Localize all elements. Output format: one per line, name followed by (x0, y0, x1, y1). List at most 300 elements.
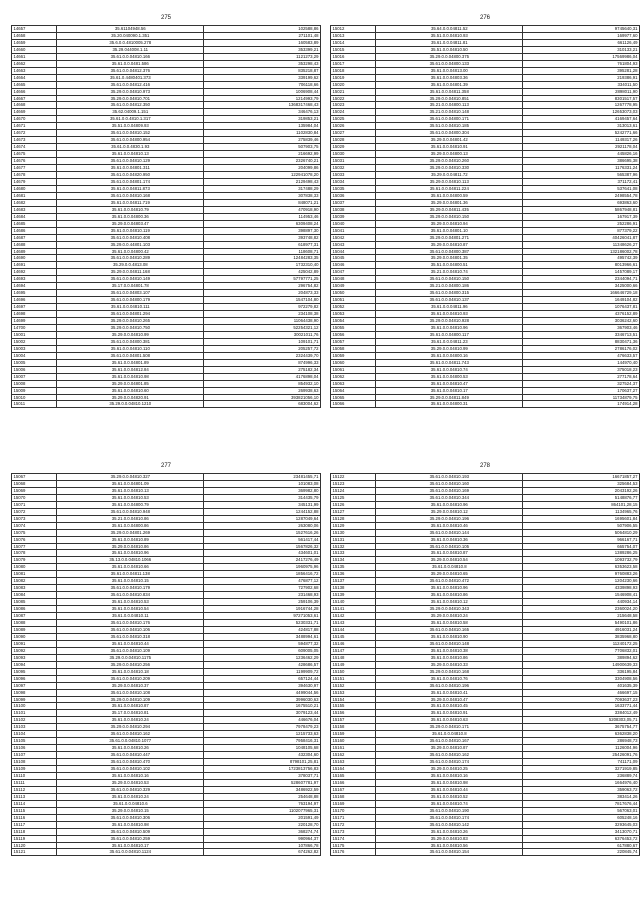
table-row (331, 192, 640, 199)
amount: 1368317468,43 (204, 102, 321, 109)
record-id: 15021 (331, 88, 376, 95)
record-id: 15072 (12, 508, 57, 515)
amount: 325684,53 (523, 480, 640, 487)
account-code: 35.61.0.0.04810.209 (57, 675, 204, 682)
record-id: 15140 (331, 599, 376, 606)
amount: 317488,29 (204, 185, 321, 192)
record-id: 15174 (331, 835, 376, 842)
amount: 205257,72 (204, 345, 321, 352)
table-row (12, 772, 321, 779)
record-id: 14682 (12, 199, 57, 206)
amount: 11064438,90 (204, 318, 321, 325)
table-row (12, 67, 321, 74)
amount: 657124,44 (204, 675, 321, 682)
record-id: 15091 (12, 640, 57, 647)
table-row (331, 178, 640, 185)
amount: 537641,08 (523, 185, 640, 192)
table-row (12, 842, 321, 849)
amount: 346476,13 (204, 109, 321, 116)
table-row (12, 130, 321, 137)
amount: 9745640,31 (523, 26, 640, 33)
account-code: 35.61.0.0.04810.74 (376, 800, 523, 807)
amount: 369982,80 (204, 487, 321, 494)
amount: 424817,88 (204, 626, 321, 633)
account-code: 35.61.0.4480401.373 (57, 74, 204, 81)
account-code: 35.61.0.0.04800.79 (57, 501, 204, 508)
table-row (12, 178, 321, 185)
account-code: 35.61.0.0.04810.96 (376, 501, 523, 508)
record-id: 15007 (12, 373, 57, 380)
amount: 11348626,27 (523, 241, 640, 248)
table-row (12, 227, 321, 234)
account-code: 35.61.0.0.04812.84 (57, 366, 204, 373)
table-row (331, 474, 640, 481)
account-code: 35.61.0.0.04810.119 (57, 227, 204, 234)
amount: 617880,67 (523, 842, 640, 849)
account-code: 35.61.0.0.04810.87 (57, 703, 204, 710)
amount: 476633,57 (523, 352, 640, 359)
account-code: 35.29.0.0.04801.271 (376, 234, 523, 241)
amount: 2324439,70 (204, 352, 321, 359)
record-id: 15102 (12, 717, 57, 724)
account-code: 35.61.0.0.04810.90 (376, 633, 523, 640)
record-id: 14692 (12, 269, 57, 276)
amount: 263080,06 (204, 522, 321, 529)
amount: 166646729,18 (523, 290, 640, 297)
record-id: 14681 (12, 192, 57, 199)
account-code: 35.61.0.0.04801.174 (57, 178, 204, 185)
record-id: 15067 (12, 474, 57, 481)
record-id: 15070 (12, 494, 57, 501)
account-code: 35.61.0.0.04800.954 (57, 137, 204, 144)
record-id: 15096 (12, 675, 57, 682)
account-code: 35.61.0.0.04810.17 (376, 387, 523, 394)
table-row (12, 26, 321, 33)
account-code: 35.61.0.0.04810.168 (57, 192, 204, 199)
amount: 966167,71 (523, 536, 640, 543)
table-row (331, 689, 640, 696)
table-row (331, 345, 640, 352)
amount: 507903,75 (204, 144, 321, 151)
table-row (331, 529, 640, 536)
account-code: 35.61.0.0.04810.408 (57, 234, 204, 241)
record-id: 15103 (12, 724, 57, 731)
record-id: 14683 (12, 206, 57, 213)
amount: 507906,55 (523, 522, 640, 529)
table-row (12, 262, 321, 269)
records-table (330, 473, 640, 856)
table-row (12, 345, 321, 352)
table-row (331, 508, 640, 515)
record-id: 15152 (331, 682, 376, 689)
record-id: 15139 (331, 592, 376, 599)
account-code: 35.61.0.0.04810.44 (57, 640, 204, 647)
table-row (12, 81, 321, 88)
account-code: 35.29.0.0.04820.91 (57, 394, 204, 401)
table-row (12, 793, 321, 800)
record-id: 15080 (12, 564, 57, 571)
record-id: 15151 (331, 675, 376, 682)
amount: 1204230,66 (523, 578, 640, 585)
record-id: 15036 (331, 192, 376, 199)
amount: 367903,46 (523, 324, 640, 331)
record-id: 15020 (331, 81, 376, 88)
table-row (12, 779, 321, 786)
table-row (331, 738, 640, 745)
record-id: 15009 (12, 387, 57, 394)
record-id: 15173 (331, 828, 376, 835)
record-id: 15030 (331, 151, 376, 158)
amount: 2417276,49 (204, 557, 321, 564)
amount: 665754,07 (523, 543, 640, 550)
account-code: 35.61.0.0.04810.162 (57, 731, 204, 738)
account-code: 35.61.0.0.04800.133 (376, 60, 523, 67)
amount: 763194,97 (204, 800, 321, 807)
account-code: 35.29.0.0.04810.330 (376, 165, 523, 172)
account-code: 35.51.0.0.04809.93 (57, 123, 204, 130)
account-code: 35.61.0.0.04810.193 (376, 474, 523, 481)
amount: 594877,32 (204, 640, 321, 647)
account-code: 35.29.0.0.04810.24 (376, 613, 523, 620)
table-row (331, 786, 640, 793)
account-code: 35.61.0.0.04800.304 (376, 130, 523, 137)
amount: 693863,60 (523, 199, 640, 206)
amount: 1567826,32 (204, 543, 321, 550)
table-row (12, 373, 321, 380)
table-row (331, 262, 640, 269)
account-code: 35.29.0.0.04810.260 (376, 158, 523, 165)
amount: 368274,74 (204, 828, 321, 835)
record-id: 15150 (331, 668, 376, 675)
record-id: 15097 (12, 682, 57, 689)
record-id: 15033 (331, 172, 376, 179)
amount: 334011,50 (523, 81, 640, 88)
amount: 286948,73 (523, 738, 640, 745)
record-id: 15078 (12, 550, 57, 557)
account-code: 35.61.0.0.04810.74 (376, 366, 523, 373)
record-id: 15008 (12, 380, 57, 387)
account-code: 35.61.0.0.04800.31 (376, 401, 523, 408)
record-id: 15086 (12, 606, 57, 613)
amount: 383414,26 (523, 793, 640, 800)
table-row (12, 752, 321, 759)
table-row (12, 759, 321, 766)
amount: 259106,39 (204, 599, 321, 606)
account-code: 35.61.0.0.04810.98 (376, 779, 523, 786)
account-code: 35.61.0.0.04811.224 (376, 185, 523, 192)
table-row (12, 494, 321, 501)
table-row (331, 241, 640, 248)
table-row (331, 717, 640, 724)
record-id: 15016 (331, 53, 376, 60)
amount: 231468,93 (204, 592, 321, 599)
table-row (12, 53, 321, 60)
account-code: 35.61.0.0.04810.24 (57, 793, 204, 800)
record-id: 15100 (12, 703, 57, 710)
account-code: 35.29.0.0.44801.103 (57, 241, 204, 248)
record-id: 15133 (331, 550, 376, 557)
account-code: 35.17.0.0.04801.78 (57, 283, 204, 290)
account-code: 35.29.0.0.04801.42 (376, 137, 523, 144)
amount: 4499044,56 (204, 689, 321, 696)
amount: 3488994,61 (204, 633, 321, 640)
record-id: 14658 (12, 32, 57, 39)
account-code: 35.61.0.0.04810.18 (57, 668, 204, 675)
record-id: 15089 (12, 626, 57, 633)
account-code: 35.64.0.0.04811.52 (376, 26, 523, 33)
record-id: 15094 (12, 661, 57, 668)
table-row (331, 675, 640, 682)
amount: 7978479,23 (204, 724, 321, 731)
account-code: 35.61.0.0.0481.586 (57, 60, 204, 67)
table-row (331, 550, 640, 557)
record-id: 15108 (12, 759, 57, 766)
record-id: 15042 (331, 234, 376, 241)
record-id: 15063 (331, 380, 376, 387)
account-code: 35.61.0.0.04800.179 (57, 297, 204, 304)
account-code: 35.61.0.0.04800.117 (376, 331, 523, 338)
amount: 528607781,97 (204, 779, 321, 786)
account-code: 35.61.0.0.04810.87 (376, 550, 523, 557)
account-code: 35.61.0.0.04803.36 (376, 74, 523, 81)
table-row (12, 276, 321, 283)
table-row (331, 158, 640, 165)
record-id: 15061 (331, 366, 376, 373)
table-row (12, 571, 321, 578)
record-id: 15001 (12, 331, 57, 338)
account-code: 35.29.0.0.04810.94 (376, 220, 523, 227)
record-id: 14662 (12, 60, 57, 67)
account-code: 35.61.0.0.04812.376 (57, 67, 204, 74)
amount: 5208303,05,71 (523, 717, 640, 724)
table-row (331, 487, 640, 494)
table-row (331, 144, 640, 151)
amount: 336195,84 (523, 668, 640, 675)
account-code: 35.61.0.0.04801.294 (57, 311, 204, 318)
amount: 1215733,63 (204, 731, 321, 738)
record-id: 14679 (12, 178, 57, 185)
amount: 386695,38 (523, 158, 640, 165)
records-table (11, 473, 321, 856)
account-code: 35.61.0.0.04810.108 (57, 689, 204, 696)
amount: 470918,90 (204, 206, 321, 213)
record-id: 15159 (331, 731, 376, 738)
amount: 434601,01 (204, 550, 321, 557)
record-id: 14691 (12, 262, 57, 269)
record-id: 15003 (12, 345, 57, 352)
amount: 314435,79 (204, 494, 321, 501)
amount: 446676,04 (204, 717, 321, 724)
account-code: 35.61.0.0.04810.190 (376, 807, 523, 814)
record-id: 14659 (12, 39, 57, 46)
table-row (12, 480, 321, 487)
record-id: 15141 (331, 606, 376, 613)
account-code: 35.51.0.0.04810.50 (376, 46, 523, 53)
account-code: 35.61.0.0.04810.56 (376, 842, 523, 849)
account-code: 35.61.0.0.04810.91 (376, 710, 523, 717)
table-row (12, 668, 321, 675)
account-code: 35.29.0.0.04810.1175 (57, 654, 204, 661)
record-id: 15164 (331, 766, 376, 773)
account-code: 35.29.0.0.04810.12 (376, 508, 523, 515)
amount: 5867948,81 (523, 206, 640, 213)
amount: 609005,05 (204, 647, 321, 654)
account-code: 35.61.0.0.04810.96 (376, 585, 523, 592)
account-code: 35.17.0.0.04810.81 (57, 710, 204, 717)
record-id: 15082 (12, 578, 57, 585)
table-row (331, 199, 640, 206)
amount: 3996030,63 (204, 696, 321, 703)
table-row (12, 394, 321, 401)
amount: 4339898,93 (523, 585, 640, 592)
table-row (12, 248, 321, 255)
table-row (331, 234, 640, 241)
table-row (331, 599, 640, 606)
table-row (12, 599, 321, 606)
amount: 378037,71 (204, 772, 321, 779)
amount: 972279,82 (204, 304, 321, 311)
account-code: 35.61.0.0.04810.13 (57, 151, 204, 158)
amount: 1675510,21 (204, 703, 321, 710)
amount: 1287049,64 (204, 515, 321, 522)
account-code: 35.61.0.0.04811.81 (376, 39, 523, 46)
account-code: 35.61.0.0.04812.416 (57, 81, 204, 88)
record-id: 15162 (331, 752, 376, 759)
account-code: 35.29.0.0.04810.265 (57, 318, 204, 325)
account-code: 35.13.0.0.04810.1066 (57, 557, 204, 564)
amount: 4169457,64 (523, 116, 640, 123)
record-id: 15146 (331, 640, 376, 647)
account-code: 35.29.0.0.04800.13 (376, 151, 523, 158)
amount: 1149317,26 (523, 137, 640, 144)
amount: 683004,62 (204, 401, 321, 408)
amount: 4376152,89 (523, 311, 640, 318)
amount: 14900639,33 (523, 661, 640, 668)
table-row (12, 74, 321, 81)
account-code: 35.61.0.0.04810.472 (376, 578, 523, 585)
table-row (331, 394, 640, 401)
account-code: 35.61.0.0.04810.318 (57, 633, 204, 640)
amount: 8013966,61 (523, 262, 640, 269)
record-id: 15028 (331, 137, 376, 144)
account-code: 35.61.0.0.04810.66 (57, 564, 204, 571)
amount: 1389286,25 (523, 550, 640, 557)
amount: 1267778,95 (523, 102, 640, 109)
table-row (12, 380, 321, 387)
account-code: 35.61.0.0.04811.743 (376, 359, 523, 366)
table-row (12, 283, 321, 290)
amount: 8301517,57 (523, 95, 640, 102)
record-id: 15111 (12, 779, 57, 786)
amount: 275182,34 (204, 366, 321, 373)
record-id: 14669 (12, 109, 57, 116)
table-row (12, 613, 321, 620)
record-id: 15054 (331, 318, 376, 325)
record-id: 15112 (12, 786, 57, 793)
table-row (331, 682, 640, 689)
table-row (12, 606, 321, 613)
account-code: 35.61.0.0.04810.89 (57, 536, 204, 543)
account-code: 35.29.044008.1.11 (57, 46, 204, 53)
table-row (331, 88, 640, 95)
record-id: 14699 (12, 318, 57, 325)
table-row (12, 401, 321, 408)
amount: 1856416,72 (204, 571, 321, 578)
table-row (331, 380, 640, 387)
table-row (331, 724, 640, 731)
amount: 204099,86 (204, 165, 321, 172)
record-id: 15025 (331, 116, 376, 123)
amount: 353298,43 (204, 60, 321, 67)
page-276 (330, 11, 640, 408)
record-id: 15039 (331, 213, 376, 220)
account-code: 35.29.0.0.04810.750 (57, 324, 204, 331)
table-row (12, 766, 321, 773)
account-code: 35.61.0.0.04810.1077 (57, 738, 204, 745)
amount: 252286,91 (523, 220, 640, 227)
amount: 11240172,25 (523, 640, 640, 647)
account-code: 35.61.0.0.04811.138 (57, 571, 204, 578)
account-code: 35.61.0.0.04810.47 (376, 380, 523, 387)
amount: 1457089,17 (523, 269, 640, 276)
table-row (331, 255, 640, 262)
record-id: 15052 (331, 304, 376, 311)
table-row (12, 738, 321, 745)
amount: 102588,86 (204, 26, 321, 33)
account-code: 35.61.0.0.04820.950 (57, 172, 204, 179)
table-row (12, 144, 321, 151)
record-id: 15129 (331, 522, 376, 529)
amount: 1960975,96 (204, 564, 321, 571)
record-id: 15023 (331, 102, 376, 109)
table-row (331, 318, 640, 325)
account-code: 35.29.0.0.04801.35 (376, 255, 523, 262)
record-id: 14673 (12, 137, 57, 144)
amount: 353399,21 (204, 46, 321, 53)
account-code: 35.62.04009.1.151 (57, 109, 204, 116)
record-id: 15055 (331, 324, 376, 331)
amount: 1527616,26 (204, 529, 321, 536)
record-id: 14677 (12, 165, 57, 172)
amount: 371172,41 (523, 178, 640, 185)
page-277 (11, 459, 321, 856)
record-id: 15087 (12, 613, 57, 620)
amount: 2498554,78 (523, 192, 640, 199)
record-id: 15015 (331, 46, 376, 53)
record-id: 15149 (331, 661, 376, 668)
amount: 3304908,56 (523, 675, 640, 682)
table-row (12, 151, 321, 158)
account-code: 35.29.0.0.04810.701 (57, 95, 204, 102)
record-id: 14700 (12, 324, 57, 331)
account-code: 35.61.0.0.04810.58 (376, 620, 523, 627)
account-code: 35.29.0.0.04810.851 (376, 95, 523, 102)
record-id: 14689 (12, 248, 57, 255)
account-code: 35.61.0.0.04810.948 (57, 508, 204, 515)
table-row (12, 564, 321, 571)
amount: 345131,99 (204, 501, 321, 508)
records-table (330, 25, 640, 408)
table-row (12, 241, 321, 248)
table-row (12, 821, 321, 828)
table-row (331, 213, 640, 220)
record-id: 15125 (331, 494, 376, 501)
account-code: 35.61.0.0.04813.00 (376, 67, 523, 74)
table-row (331, 26, 640, 33)
record-id: 15014 (331, 39, 376, 46)
record-id: 15084 (12, 592, 57, 599)
table-row (331, 620, 640, 627)
